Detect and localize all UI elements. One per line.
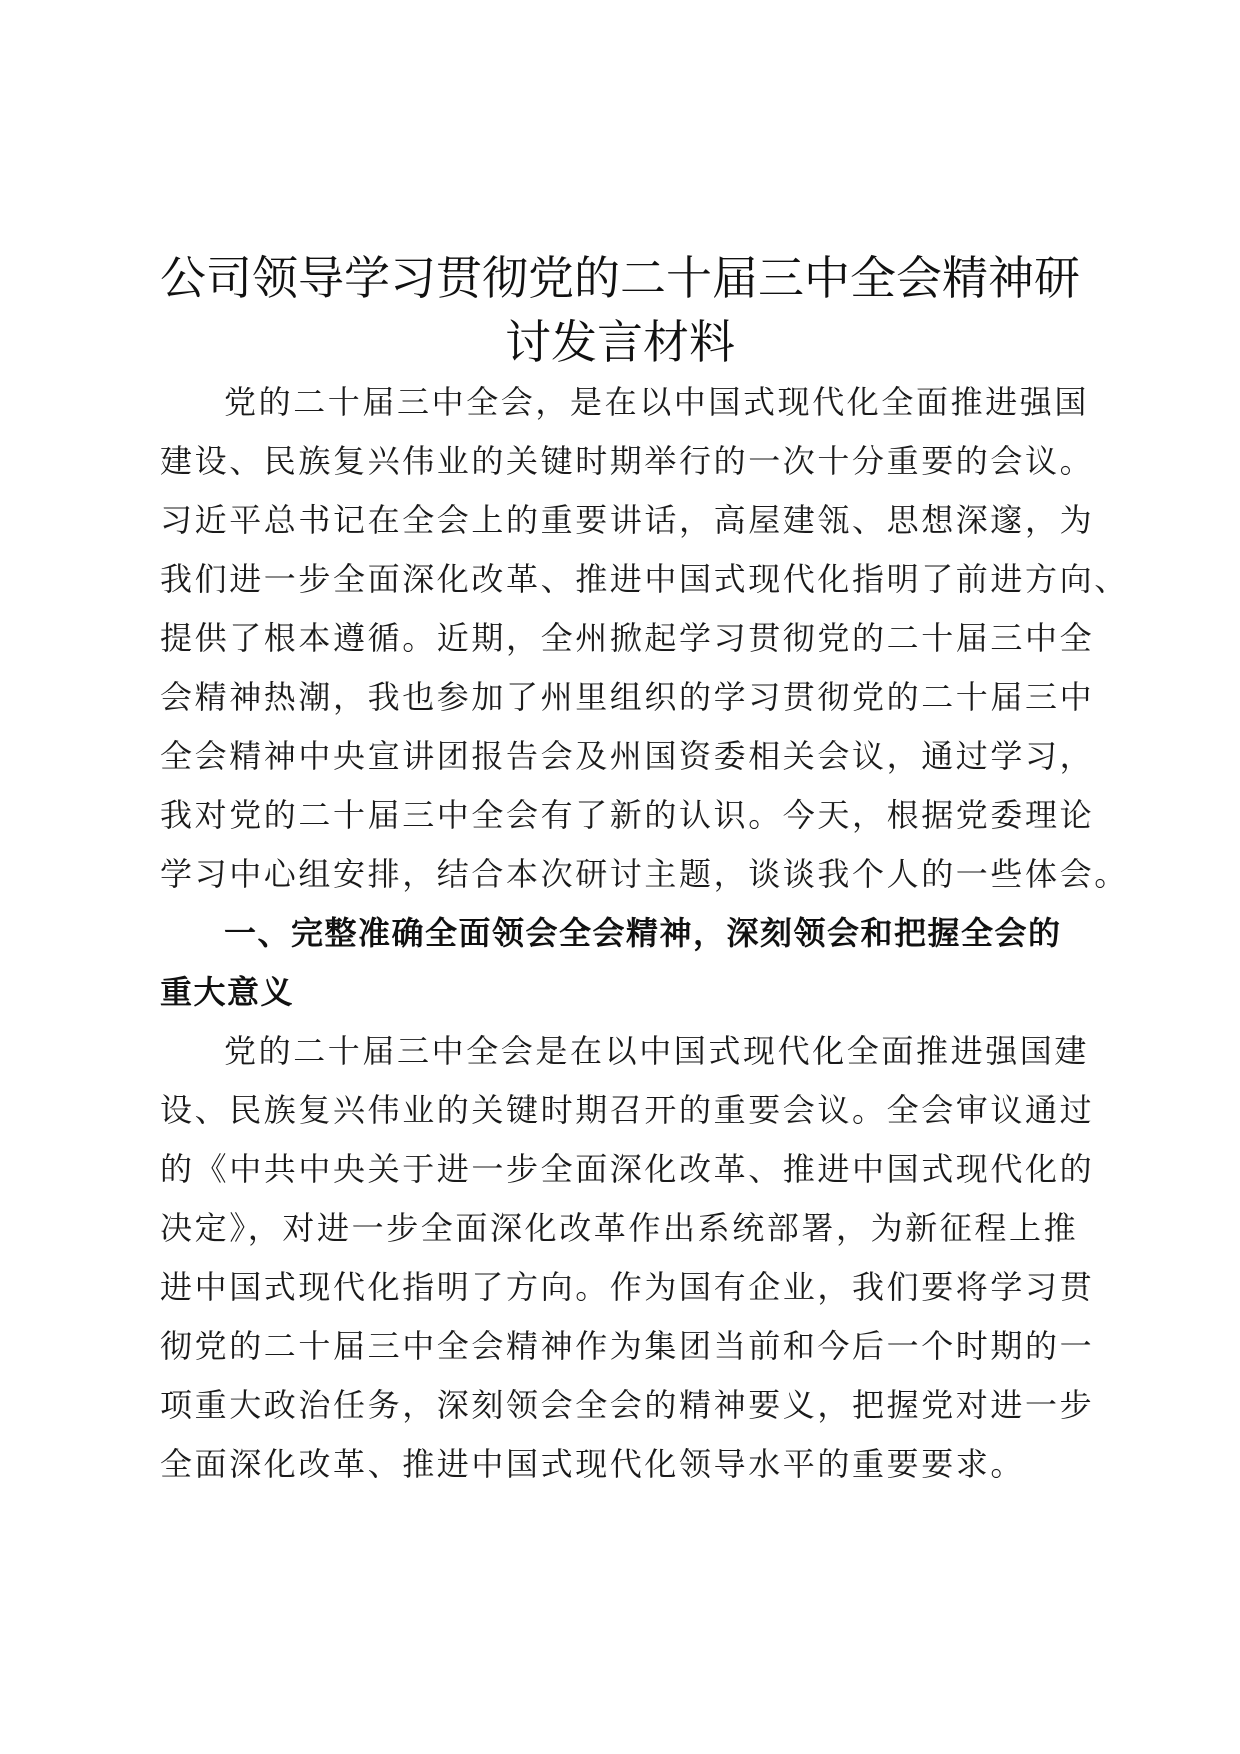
section-1-heading-line-2: 重大意义 (160, 973, 295, 1011)
paragraph-2-line: 进中国式现代化指明了方向。作为国有企业，我们要将学习贯 (160, 1268, 1095, 1306)
document-title-line-2: 讨发言材料 (505, 315, 735, 369)
paragraph-1-line: 建设、民族复兴伟业的关键时期举行的一次十分重要的会议。 (160, 442, 1095, 480)
paragraph-1-line: 会精神热潮，我也参加了州里组织的学习贯彻党的二十届三中 (160, 678, 1095, 716)
paragraph-1-line: 全会精神中央宣讲团报告会及州国资委相关会议，通过学习， (160, 737, 1095, 775)
paragraph-2-line: 设、民族复兴伟业的关键时期召开的重要会议。全会审议通过 (160, 1091, 1095, 1129)
paragraph-2-line: 项重大政治任务，深刻领会全会的精神要义，把握党对进一步 (160, 1386, 1095, 1424)
section-1-heading-line-1: 一、完整准确全面领会全会精神，深刻领会和把握全会的 (224, 914, 1062, 952)
paragraph-1-line: 习近平总书记在全会上的重要讲话，高屋建瓴、思想深邃，为 (160, 501, 1095, 539)
paragraph-2-line: 全面深化改革、推进中国式现代化领导水平的重要要求。 (160, 1445, 1026, 1483)
paragraph-1-line: 党的二十届三中全会，是在以中国式现代化全面推进强国 (224, 383, 1090, 421)
paragraph-2-line: 党的二十届三中全会是在以中国式现代化全面推进强国建 (224, 1032, 1090, 1070)
paragraph-2-line: 彻党的二十届三中全会精神作为集团当前和今后一个时期的一 (160, 1327, 1095, 1365)
paragraph-2-line: 决定》，对进一步全面深化改革作出系统部署，为新征程上推 (160, 1209, 1079, 1247)
paragraph-2-line: 的《中共中央关于进一步全面深化改革、推进中国式现代化的 (160, 1150, 1095, 1188)
paragraph-1-line: 我对党的二十届三中全会有了新的认识。今天，根据党委理论 (160, 796, 1095, 834)
paragraph-1-line: 提供了根本遵循。近期，全州掀起学习贯彻党的二十届三中全 (160, 619, 1095, 657)
paragraph-1-line: 我们进一步全面深化改革、推进中国式现代化指明了前进方向、 (160, 560, 1129, 598)
paragraph-1-line: 学习中心组安排，结合本次研讨主题，谈谈我个人的一些体会。 (160, 855, 1129, 893)
document-title-line-1: 公司领导学习贯彻党的二十届三中全会精神研 (160, 251, 1080, 305)
